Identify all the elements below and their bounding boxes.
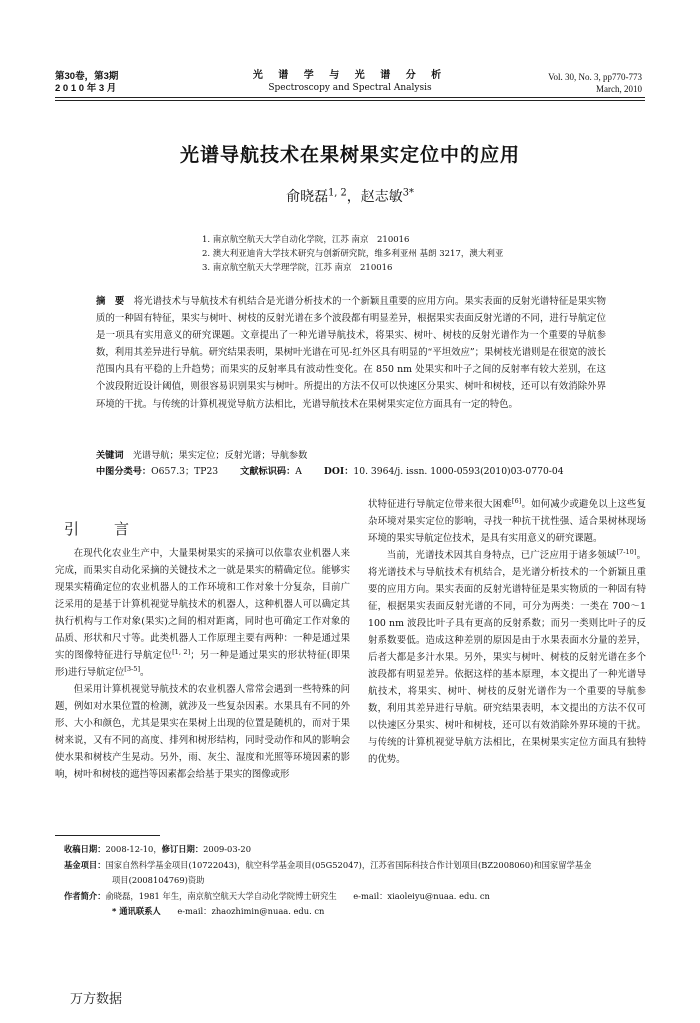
revised-label: 修订日期：	[161, 844, 204, 854]
correspondence-email: e-mail：zhaozhimin@nuaa. edu. cn	[177, 906, 325, 916]
citation: [1, 2]	[172, 647, 191, 656]
doi-label: DOI：	[323, 466, 354, 477]
abstract	[96, 293, 606, 413]
clc-value: O657.3；TP23	[151, 466, 219, 477]
affiliation-3: 3. 南京航空航天大学理学院，江苏 南京 210016	[202, 263, 393, 273]
footnote-funding	[64, 858, 654, 874]
intro-p1-text-b: ；另一种是通过果实的形状特征(即果形)进行导航定位	[55, 650, 350, 678]
citation: [7-10]	[616, 547, 637, 556]
vol-pages: Vol. 30, No. 3, pp770-773	[548, 72, 642, 82]
footnote	[64, 842, 654, 920]
author-line	[0, 186, 700, 206]
footnote-bio	[64, 889, 654, 905]
received-label: 收稿日期：	[64, 844, 106, 854]
intro-p2c-text-a: 状特征进行导航定位带来很大困难	[368, 499, 512, 510]
keywords-text: 光谱导航；果实定位；反射光谱；导航参数	[132, 450, 308, 461]
keywords-label: 关键词	[96, 450, 124, 461]
abstract-text: 将光谱技术与导航技术有机结合是光谱分析技术的一个新颖且重要的应用方向。果实表面的反射光谱特征是果实物质的一种固有特征，果实与树叶、树枝的反射光谱在多个波段都有明显差异，根据果实表面反射光谱的不同，进行导航定位是一项具有实用意义的研究课题。文章提出了一种光谱导航技术，将果实、树叶、树枝的反射光谱作为一个重要的导航参数，利用其差异进行导航。研究结果表明，果树叶光谱在可见-红外区具有明显的“平坦效应”；果树枝光谱则是在很宽的波长范围内具有平稳的上升趋势；而果实的反射率具有波动性变化。在 850 nm 处果实和叶子之间的反射率有较大差别，在这个波段附近设计阈值，则很容易识别果实与树叶。所提出的方法不仅可以快速区分果实、树叶和树枝，还可以有效消除外界环境的干扰。与传统的计算机视觉导航方法相比，光谱导航技术在果树果实定位方面具有一定的特色。	[96, 296, 606, 410]
intro-paragraph-1	[55, 545, 350, 681]
author-2-affil: 3*	[402, 187, 414, 199]
volume-issue: 第30卷，第3期	[55, 71, 119, 82]
revised-date: 2009-03-20	[203, 844, 251, 854]
journal-name	[200, 70, 500, 94]
footnote-funding-cont: 项目(2008104769)资助	[112, 875, 205, 885]
header-rule-thin	[55, 100, 645, 101]
affiliation-1: 1. 南京航空航天大学自动化学院，江苏 南京 210016	[202, 235, 410, 245]
abstract-label: 摘 要	[96, 296, 125, 307]
funding-text: 国家自然科学基金项目(10722043)，航空科学基金项目(05G52047)，江苏省国际科技合作计划项目(BZ2008060)和国家留学基金	[105, 859, 592, 870]
journal-name-zh: 光 谱 学 与 光 谱 分 析	[252, 70, 448, 81]
journal-pages-info	[548, 71, 642, 95]
affiliations	[202, 233, 503, 275]
author-separator: ，	[346, 189, 361, 205]
intro-paragraph-2-cont	[368, 496, 646, 547]
paper-title: 光谱导航技术在果树果实定位中的应用	[179, 144, 520, 166]
watermark: 万方数据	[70, 992, 123, 1007]
intro-p1-text-c: 。	[140, 667, 150, 678]
doi-value: 10. 3964/j. issn. 1000-0593(2010)03-0770-04	[353, 466, 564, 477]
citation: [3-5]	[124, 664, 141, 673]
keywords	[96, 448, 606, 464]
header-rule-thick	[55, 97, 645, 98]
intro-p2c-text-b: 。如何减少或避免以上这些复杂环境对果实定位的影响，寻找一种抗干扰性强、适合果树林现场环境的果实导航定位技术，是具有实用意义的研究课题。	[368, 499, 646, 544]
received-date: 2008-12-10，	[105, 844, 162, 854]
affiliation-2: 2. 澳大利亚迪肯大学技术研究与创新研究院，维多利亚州 基朗 3217，澳大利亚	[202, 249, 504, 259]
classification-line	[96, 464, 656, 480]
section-heading-intro: 引 言	[64, 520, 140, 538]
intro-p1-text-a: 在现代化农业生产中，大量果树果实的采摘可以依靠农业机器人来完成，而果实自动化采摘的关键技术之一就是果实的精确定位。能够实现果实精确定位的农业机器人的工作环境和工作对象十分复杂，目前广泛采用的是基于计算机视觉导航技术的机器人，这种机器人可以确定其执行机构与工作对象(果实)之间的相对距离，同时也可确定工作对象的品质、形状和尺寸等。此类机器人工作原理主要有两种：一种是通过果实的图像特征进行导航定位	[55, 548, 350, 661]
year-month: 2 0 1 0 年 3 月	[55, 83, 117, 94]
clc-label: 中图分类号：	[96, 466, 152, 477]
funding-label: 基金项目：	[64, 859, 106, 870]
intro-p3-text-b: 。将光谱技术与导航技术有机结合，是光谱分析技术的一个新颖且重要的应用方向。果实表面的反射光谱特征是果实物质的一种固有特征，根据果实表面反射光谱的不同，可分为两类：一类在 700～1 100 nm 波段比叶子具有更高的反射系数；而另一类则比叶子的反射系数要低。造成这种差别的原因是由于水果表面水分量的差异，后者大都是多汁水果。另外，果实与树叶、树枝的反射光谱在多个波段都有明显差异。依据这样的基本原理，本文提出了一种光谱导航技术，将果实、树叶、树枝的反射光谱作为一个重要的导航参数，利用其差异进行导航。研究结果表明，本文提出的方法不仅可以快速区分果实、树叶和树枝，还可以有效消除外界环境的干扰。与传统的计算机视觉导航方法相比，在果树果实定位方面具有独特的优势。	[368, 550, 646, 765]
correspondence-label: * 通讯联系人	[112, 906, 161, 916]
doc-code-label: 文献标识码：	[240, 466, 296, 477]
footnote-dates	[64, 842, 654, 858]
intro-paragraph-2: 但采用计算机视觉导航技术的农业机器人常常会遇到一些特殊的问题，例如对水果位置的检测，就涉及一些复杂因素。水果具有不同的外形、大小和颜色，尤其是果实在果树上出现的位置是随机的，而对于果树来说，又有不同的高度、排列和树形结构，同时受动作和风的影响会使水果和树枝产生晃动。另外，雨、灰尘、湿度和光照等环境因素的影响，树叶和树枝的遮挡等因素都会给基于果实的图像或形	[55, 684, 350, 780]
footnote-correspondence	[64, 904, 654, 920]
date-en: March, 2010	[596, 84, 642, 94]
citation: [6]	[511, 496, 522, 505]
author-1-affil: 1, 2	[328, 187, 347, 199]
footnote-rule	[55, 835, 160, 836]
doc-code-value: A	[295, 466, 302, 477]
journal-name-en: Spectroscopy and Spectral Analysis	[268, 83, 432, 93]
intro-left-column	[55, 545, 350, 783]
journal-volume-info	[55, 71, 118, 95]
bio-label: 作者简介：	[64, 890, 106, 901]
intro-right-column	[368, 496, 646, 768]
intro-paragraph-3	[368, 547, 646, 768]
intro-p3-text-a: 当前，光谱技术因其自身特点，已广泛应用于诸多领域	[386, 550, 617, 561]
author-2: 赵志敏	[360, 189, 403, 205]
author-1: 俞晓磊	[286, 189, 329, 205]
bio-text: 俞晓磊，1981 年生，南京航空航天大学自动化学院博士研究生 e-mail：xiaoleiyu@nuaa. edu. cn	[105, 890, 490, 901]
